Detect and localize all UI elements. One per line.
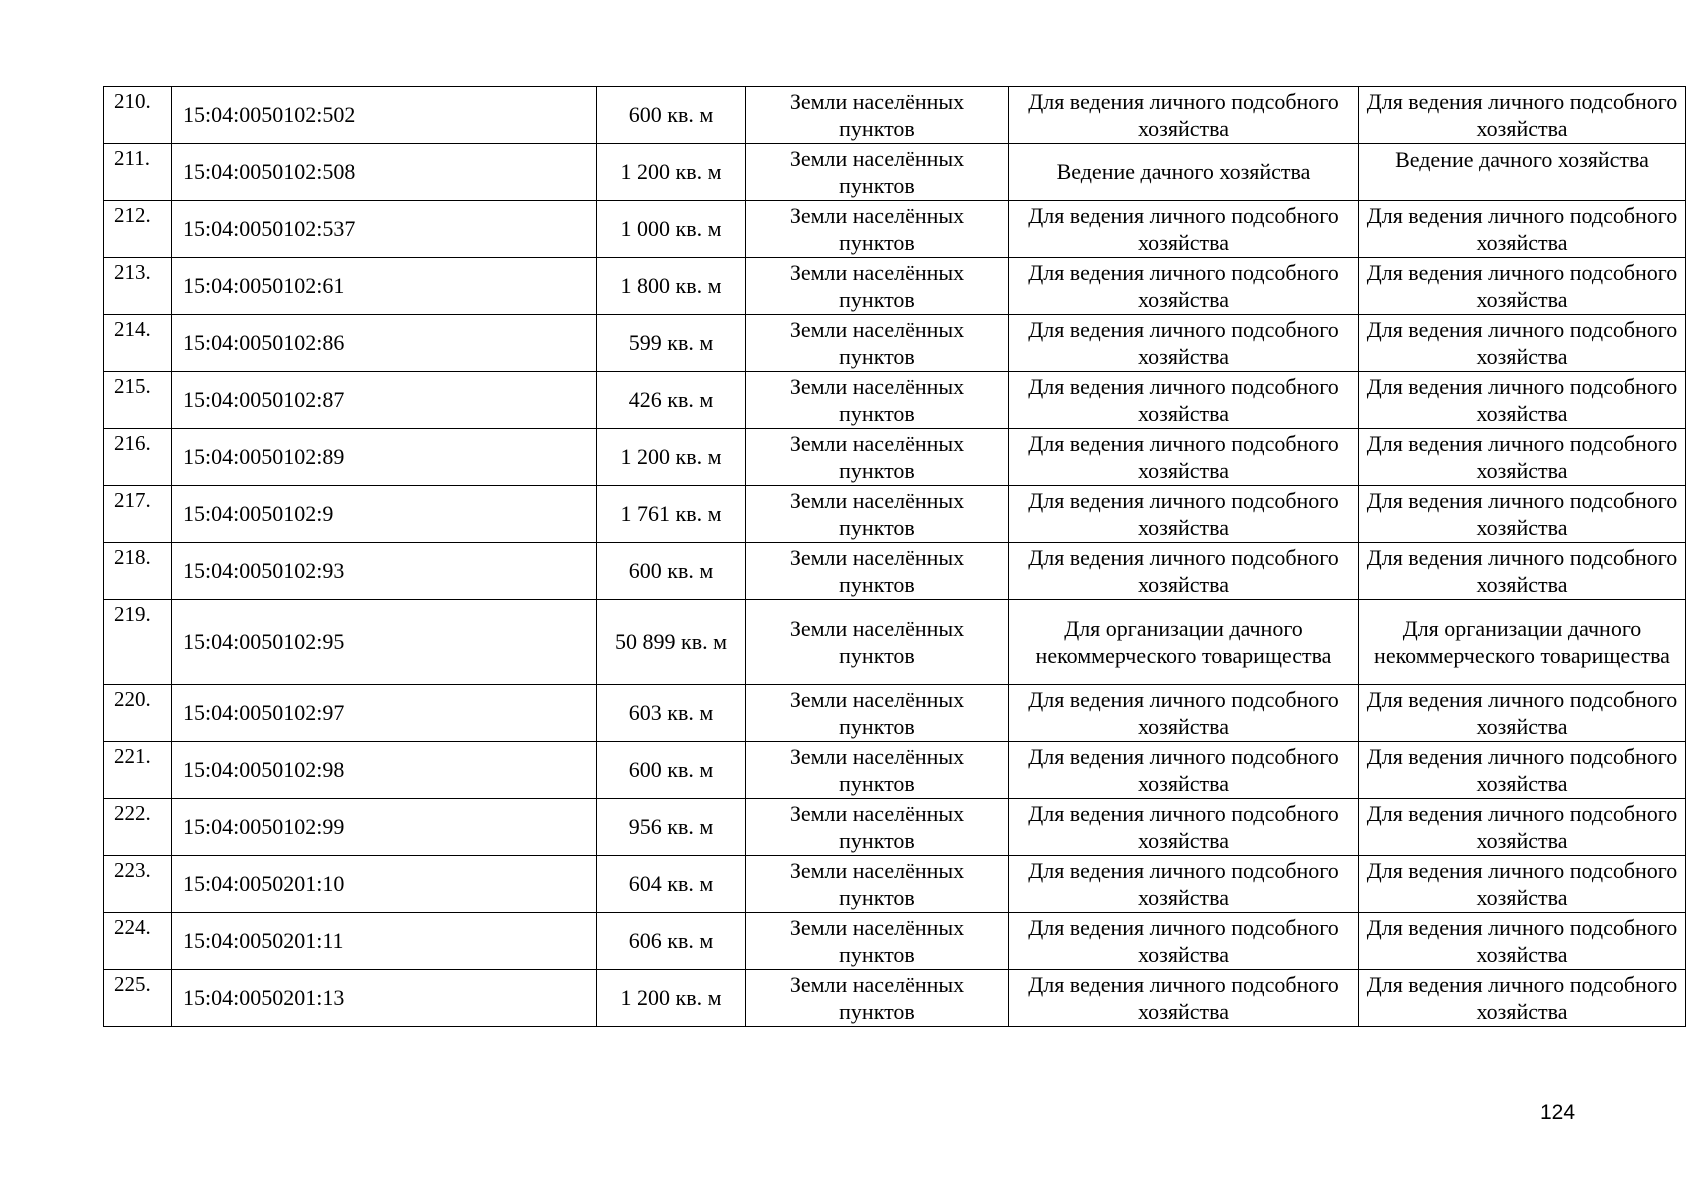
- land-category: Земли населённых пунктов: [746, 543, 1009, 600]
- actual-use: Для ведения личного подсобного хозяйства: [1359, 87, 1686, 144]
- cadastral-number: 15:04:0050102:86: [172, 315, 597, 372]
- plot-area: 1 761 кв. м: [597, 486, 746, 543]
- row-number: 217.: [104, 486, 172, 543]
- cadastral-number: 15:04:0050102:93: [172, 543, 597, 600]
- permitted-use: Для организации дачного некоммерческого товарищества: [1009, 600, 1359, 685]
- land-category: Земли населённых пунктов: [746, 144, 1009, 201]
- land-category: Земли населённых пунктов: [746, 201, 1009, 258]
- actual-use: Для ведения личного подсобного хозяйства: [1359, 258, 1686, 315]
- permitted-use: Для ведения личного подсобного хозяйства: [1009, 486, 1359, 543]
- permitted-use: Для ведения личного подсобного хозяйства: [1009, 742, 1359, 799]
- table-row: [104, 600, 1686, 685]
- plot-area: 600 кв. м: [597, 87, 746, 144]
- table-row: [104, 742, 1686, 799]
- row-number: 219.: [104, 600, 172, 685]
- row-number: 223.: [104, 856, 172, 913]
- row-number: 221.: [104, 742, 172, 799]
- land-category: Земли населённых пунктов: [746, 486, 1009, 543]
- cadastral-number: 15:04:0050102:502: [172, 87, 597, 144]
- actual-use: Для ведения личного подсобного хозяйства: [1359, 201, 1686, 258]
- actual-use: Ведение дачного хозяйства: [1359, 144, 1686, 201]
- permitted-use: Для ведения личного подсобного хозяйства: [1009, 799, 1359, 856]
- plot-area: 1 000 кв. м: [597, 201, 746, 258]
- table-row: [104, 201, 1686, 258]
- actual-use: Для ведения личного подсобного хозяйства: [1359, 685, 1686, 742]
- cadastral-number: 15:04:0050102:95: [172, 600, 597, 685]
- row-number: 212.: [104, 201, 172, 258]
- cadastral-number: 15:04:0050201:13: [172, 970, 597, 1027]
- table-row: [104, 429, 1686, 486]
- table-row: [104, 543, 1686, 600]
- table-row: [104, 970, 1686, 1027]
- row-number: 211.: [104, 144, 172, 201]
- actual-use: Для ведения личного подсобного хозяйства: [1359, 486, 1686, 543]
- plot-area: 1 200 кв. м: [597, 144, 746, 201]
- permitted-use: Для ведения личного подсобного хозяйства: [1009, 543, 1359, 600]
- cadastral-number: 15:04:0050102:87: [172, 372, 597, 429]
- plot-area: 604 кв. м: [597, 856, 746, 913]
- plot-area: 1 200 кв. м: [597, 429, 746, 486]
- actual-use: Для ведения личного подсобного хозяйства: [1359, 913, 1686, 970]
- cadastral-number: 15:04:0050102:61: [172, 258, 597, 315]
- land-category: Земли населённых пунктов: [746, 258, 1009, 315]
- plot-area: 599 кв. м: [597, 315, 746, 372]
- row-number: 216.: [104, 429, 172, 486]
- actual-use: Для ведения личного подсобного хозяйства: [1359, 315, 1686, 372]
- table-row: [104, 486, 1686, 543]
- row-number: 214.: [104, 315, 172, 372]
- permitted-use: Для ведения личного подсобного хозяйства: [1009, 315, 1359, 372]
- row-number: 224.: [104, 913, 172, 970]
- cadastral-number: 15:04:0050102:9: [172, 486, 597, 543]
- land-category: Земли населённых пунктов: [746, 742, 1009, 799]
- plot-area: 956 кв. м: [597, 799, 746, 856]
- land-category: Земли населённых пунктов: [746, 429, 1009, 486]
- plot-area: 603 кв. м: [597, 685, 746, 742]
- land-category: Земли населённых пунктов: [746, 315, 1009, 372]
- land-category: Земли населённых пунктов: [746, 856, 1009, 913]
- actual-use: Для организации дачного некоммерческого товарищества: [1359, 600, 1686, 685]
- table-row: [104, 856, 1686, 913]
- cadastral-number: 15:04:0050102:89: [172, 429, 597, 486]
- table-row: [104, 87, 1686, 144]
- land-category: Земли населённых пунктов: [746, 600, 1009, 685]
- row-number: 222.: [104, 799, 172, 856]
- actual-use: Для ведения личного подсобного хозяйства: [1359, 856, 1686, 913]
- permitted-use: Для ведения личного подсобного хозяйства: [1009, 970, 1359, 1027]
- actual-use: Для ведения личного подсобного хозяйства: [1359, 543, 1686, 600]
- permitted-use: Для ведения личного подсобного хозяйства: [1009, 913, 1359, 970]
- permitted-use: Для ведения личного подсобного хозяйства: [1009, 201, 1359, 258]
- table-row: [104, 258, 1686, 315]
- table-row: [104, 144, 1686, 201]
- cadastral-number: 15:04:0050102:99: [172, 799, 597, 856]
- land-category: Земли населённых пунктов: [746, 685, 1009, 742]
- permitted-use: Для ведения личного подсобного хозяйства: [1009, 258, 1359, 315]
- row-number: 225.: [104, 970, 172, 1027]
- permitted-use: Для ведения личного подсобного хозяйства: [1009, 856, 1359, 913]
- permitted-use: Для ведения личного подсобного хозяйства: [1009, 429, 1359, 486]
- plot-area: 606 кв. м: [597, 913, 746, 970]
- cadastral-number: 15:04:0050201:10: [172, 856, 597, 913]
- actual-use: Для ведения личного подсобного хозяйства: [1359, 970, 1686, 1027]
- land-category: Земли населённых пунктов: [746, 913, 1009, 970]
- table-row: [104, 913, 1686, 970]
- permitted-use: Для ведения личного подсобного хозяйства: [1009, 685, 1359, 742]
- row-number: 218.: [104, 543, 172, 600]
- table-row: [104, 685, 1686, 742]
- row-number: 210.: [104, 87, 172, 144]
- cadastral-number: 15:04:0050102:97: [172, 685, 597, 742]
- row-number: 220.: [104, 685, 172, 742]
- cadastral-number: 15:04:0050102:537: [172, 201, 597, 258]
- land-plots-table: [103, 86, 1686, 1027]
- cadastral-number: 15:04:0050102:98: [172, 742, 597, 799]
- actual-use: Для ведения личного подсобного хозяйства: [1359, 429, 1686, 486]
- permitted-use: Ведение дачного хозяйства: [1009, 144, 1359, 201]
- cadastral-number: 15:04:0050102:508: [172, 144, 597, 201]
- table-row: [104, 315, 1686, 372]
- cadastral-number: 15:04:0050201:11: [172, 913, 597, 970]
- plot-area: 1 800 кв. м: [597, 258, 746, 315]
- land-category: Земли населённых пунктов: [746, 87, 1009, 144]
- actual-use: Для ведения личного подсобного хозяйства: [1359, 742, 1686, 799]
- land-category: Земли населённых пунктов: [746, 372, 1009, 429]
- row-number: 213.: [104, 258, 172, 315]
- page-number: 124: [1540, 1101, 1576, 1124]
- actual-use: Для ведения личного подсобного хозяйства: [1359, 372, 1686, 429]
- row-number: 215.: [104, 372, 172, 429]
- plot-area: 600 кв. м: [597, 543, 746, 600]
- plot-area: 1 200 кв. м: [597, 970, 746, 1027]
- table-row: [104, 372, 1686, 429]
- plot-area: 600 кв. м: [597, 742, 746, 799]
- actual-use: Для ведения личного подсобного хозяйства: [1359, 799, 1686, 856]
- permitted-use: Для ведения личного подсобного хозяйства: [1009, 87, 1359, 144]
- land-category: Земли населённых пунктов: [746, 799, 1009, 856]
- plot-area: 426 кв. м: [597, 372, 746, 429]
- table-row: [104, 799, 1686, 856]
- land-category: Земли населённых пунктов: [746, 970, 1009, 1027]
- permitted-use: Для ведения личного подсобного хозяйства: [1009, 372, 1359, 429]
- plot-area: 50 899 кв. м: [597, 600, 746, 685]
